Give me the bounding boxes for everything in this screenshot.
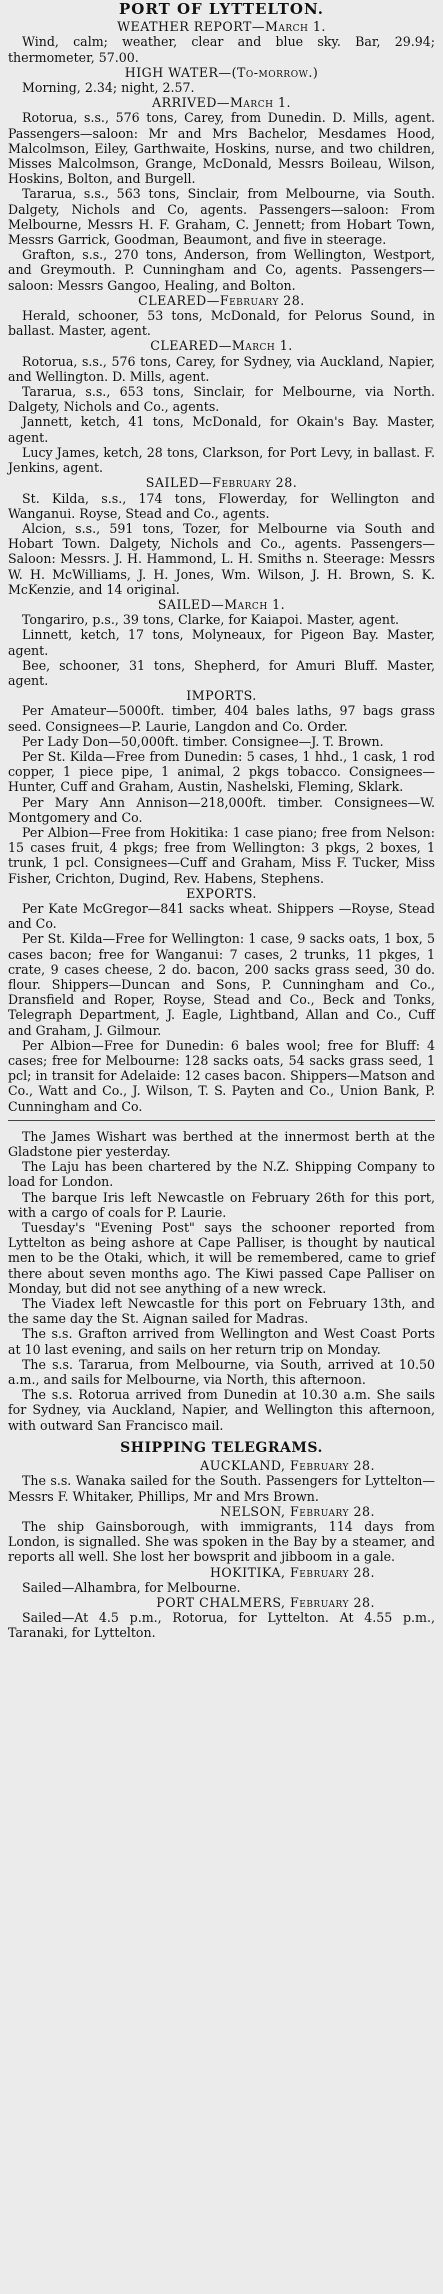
sailed-mar-heading: SAILED—March 1. [157, 596, 286, 612]
shipping-note: Tuesday's "Evening Post" says the schooner reported from Lyttelton as being ashore at Cape Palliser, is thought by nautical men to be the Otaki, which, it will be remembered, came to grief there about seven months ago. The Kiwi passed Cape Palliser on Monday, but did not see anything of a new wreck. [8, 1220, 435, 1296]
dateline-port-chalmers: PORT CHALMERS, February 28. [156, 1594, 375, 1610]
dateline-nelson: NELSON, February 28. [220, 1503, 375, 1519]
cleared-entry: Rotorua, s.s., 576 tons, Carey, for Sydney, via Auckland, Napier, and Wellington. D. Mills, agent. [8, 353, 435, 384]
cleared-mar-heading: CLEARED—March 1. [150, 338, 293, 354]
dateline-hokitika: HOKITIKA, February 28. [209, 1564, 375, 1580]
column-title: PORT OF LYTTELTON. [119, 0, 324, 18]
export-entry: Per Albion—Free for Dunedin: 6 bales wool; free for Bluff: 4 cases; free for Melbourne: 128 sacks oats, 54 sacks grass seed, 1 pcl; in transit for Adelaide: 12 cases bacon. Shippers—Matson and Co., Watt and Co., J. Wilson, T. S. Payten and Co., Union Bank, P. Cunningham and Co. [8, 1037, 435, 1114]
telegram-hokitika: Sailed—Alhambra, for Melbourne. [22, 1579, 241, 1595]
weather-heading: WEATHER REPORT—March 1. [117, 19, 326, 35]
sailed-entry: Tongariro, p.s., 39 tons, Clarke, for Kaiapoi. Master, agent. [22, 612, 400, 628]
exports-heading: EXPORTS. [186, 885, 257, 901]
telegram-port-chalmers: Sailed—At 4.5 p.m., Rotorua, for Lyttelton. At 4.55 p.m., Taranaki, for Lyttelton. [8, 1610, 435, 1641]
export-entry: Per Kate McGregor—841 sacks wheat. Shippers —Royse, Stead and Co. [8, 900, 435, 932]
telegram-nelson: The ship Gainsborough, with immigrants, 114 days from London, is signalled. She was spoken in the Bay by a steamer, and reports all well. She lost her bowsprit and jibboom in a gale. [8, 1518, 435, 1565]
shipping-note: The barque Iris left Newcastle on February 26th for this port, with a cargo of coals for P. Laurie. [8, 1189, 435, 1220]
telegrams-heading: SHIPPING TELEGRAMS. [120, 1439, 323, 1456]
sailed-entry: St. Kilda, s.s., 174 tons, Flowerday, for Wellington and Wanganui. Royse, Stead and Co., agents. [8, 490, 435, 521]
import-entry: Per St. Kilda—Free from Dunedin: 5 cases, 1 hhd., 1 cask, 1 rod copper, 1 piece pipe, 1 animal, 2 pkgs tobacco. Consignees—Hunter, Cuff and Graham, Austin, Nashelski, Fleming, Sklark. [8, 748, 435, 795]
dateline-auckland: AUCKLAND, February 28. [200, 1458, 375, 1474]
weather-report: Wind, calm; weather, clear and blue sky. Bar, 29.94; thermometer, 57.00. [8, 34, 435, 65]
arrival-entry: Grafton, s.s., 270 tons, Anderson, from Wellington, Westport, and Greymouth. P. Cunningham and Co, agents. Passengers—saloon: Messrs Gangoo, Healing, and Bolton. [8, 247, 435, 293]
cleared-feb-heading: CLEARED—February 28. [138, 292, 305, 308]
telegram-auckland: The s.s. Wanaka sailed for the South. Passengers for Lyttelton—Messrs F. Whitaker, Phillips, Mr and Mrs Brown. [8, 1473, 435, 1504]
shipping-note: The s.s. Grafton arrived from Wellington and West Coast Ports at 10 last evening, and sails on her return trip on Monday. [8, 1326, 435, 1357]
cleared-entry: Herald, schooner, 53 tons, McDonald, for Pelorus Sound, in ballast. Master, agent. [8, 308, 435, 339]
shipping-note: The Laju has been chartered by the N.Z. Shipping Company to load for London. [8, 1159, 435, 1190]
shipping-note: The James Wishart was berthed at the innermost berth at the Gladstone pier yesterday. [8, 1128, 435, 1160]
import-entry: Per Mary Ann Annison—218,000ft. timber. Consignees—W. Montgomery and Co. [8, 794, 435, 825]
cleared-entry: Jannett, ketch, 41 tons, McDonald, for Okain's Bay. Master, agent. [8, 414, 435, 445]
sailed-entry: Alcion, s.s., 591 tons, Tozer, for Melbourne via South and Hobart Town. Dalgety, Nichols and Co., agents. Passengers—Saloon: Messrs. J. H. Hammond, L. H. Smiths n. Steerage: Messrs W. H. McWilliams, J. H. Jones, Wm. Wilson, J. H. Brown, S. K. McKenzie, and 14 original. [8, 520, 435, 597]
import-entry: Per Amateur—5000ft. timber, 404 bales laths, 97 bags grass seed. Consignees—P. Laurie, Langdon and Co. Order. [8, 703, 435, 734]
shipping-note: The Viadex left Newcastle for this port on February 13th, and the same day the St. Aignan sailed for Madras. [8, 1296, 435, 1327]
section-divider [8, 1120, 435, 1121]
cleared-entry: Lucy James, ketch, 28 tons, Clarkson, for Port Levy, in ballast. F. Jenkins, agent. [8, 444, 435, 476]
sailed-entry: Linnett, ketch, 17 tons, Molyneaux, for Pigeon Bay. Master, agent. [8, 627, 435, 658]
arrived-heading: ARRIVED—March 1. [152, 95, 291, 111]
sailed-entry: Bee, schooner, 31 tons, Shepherd, for Amuri Bluff. Master, agent. [8, 657, 435, 688]
high-water-heading: HIGH WATER—(To-morrow.) [124, 64, 319, 80]
arrival-entry: Rotorua, s.s., 576 tons, Carey, from Dunedin. D. Mills, agent. Passengers—saloon: Mr and Mrs Bachelor, Mesdames Hood, Malcolmson, Eiley, Garthwaite, Hoskins, nurse, and two children, Misses Malcolmson, Grange, McDonald, Messrs Boileau, Wilson, Hoskins, Bolton, and Burgell. [8, 110, 435, 187]
arrival-entry: Tararua, s.s., 563 tons, Sinclair, from Melbourne, via South. Dalgety, Nichols and Co, agents. Passengers—saloon: From Melbourne, Messrs H. F. Graham, C. Jennett; from Hobart Town, Messrs Garrick, Goodman, Beaumont, and five in steerage. [8, 186, 435, 248]
export-entry: Per St. Kilda—Free for Wellington: 1 case, 9 sacks oats, 1 box, 5 cases bacon; free for Wanganui: 7 cases, 2 trunks, 11 pkges, 1 crate, 9 cases cheese, 2 do. bacon, 200 sacks grass seed, 30 do. flour. Shippers—Duncan and Sons, P. Cunningham and Co., Dransfield and Roper, Royse, Stead and Co., Beck and Tonks, Telegraph Department, J. Eagle, Lightband, Allan and Co., Cuff and Graham, J. Gilmour. [8, 931, 435, 1038]
import-entry: Per Albion—Free from Hokitika: 1 case piano; free from Nelson: 15 cases fruit, 4 pkgs; free from Wellington: 3 pkgs, 2 boxes, 1 trunk, 1 pcl. Consignees—Cuff and Graham, Miss F. Tucker, Miss Fisher, Crichton, Dugind, Rev. Habens, Stephens. [8, 824, 435, 886]
imports-heading: IMPORTS. [186, 688, 257, 704]
shipping-note: The s.s. Rotorua arrived from Dunedin at 10.30 a.m. She sails for Sydney, via Auckland, Napier, and Wellington this afternoon, with outward San Francisco mail. [8, 1387, 435, 1433]
shipping-note: The s.s. Tararua, from Melbourne, via South, arrived at 10.50 a.m., and sails for Melbourne, via North, this afternoon. [8, 1356, 435, 1388]
sailed-feb-heading: SAILED—February 28. [145, 475, 298, 491]
import-entry: Per Lady Don—50,000ft. timber. Consignee—J. T. Brown. [22, 733, 384, 749]
high-water-times: Morning, 2.34; night, 2.57. [22, 80, 195, 96]
cleared-entry: Tararua, s.s., 653 tons, Sinclair, for Melbourne, via North. Dalgety, Nichols and Co., agents. [8, 384, 435, 415]
